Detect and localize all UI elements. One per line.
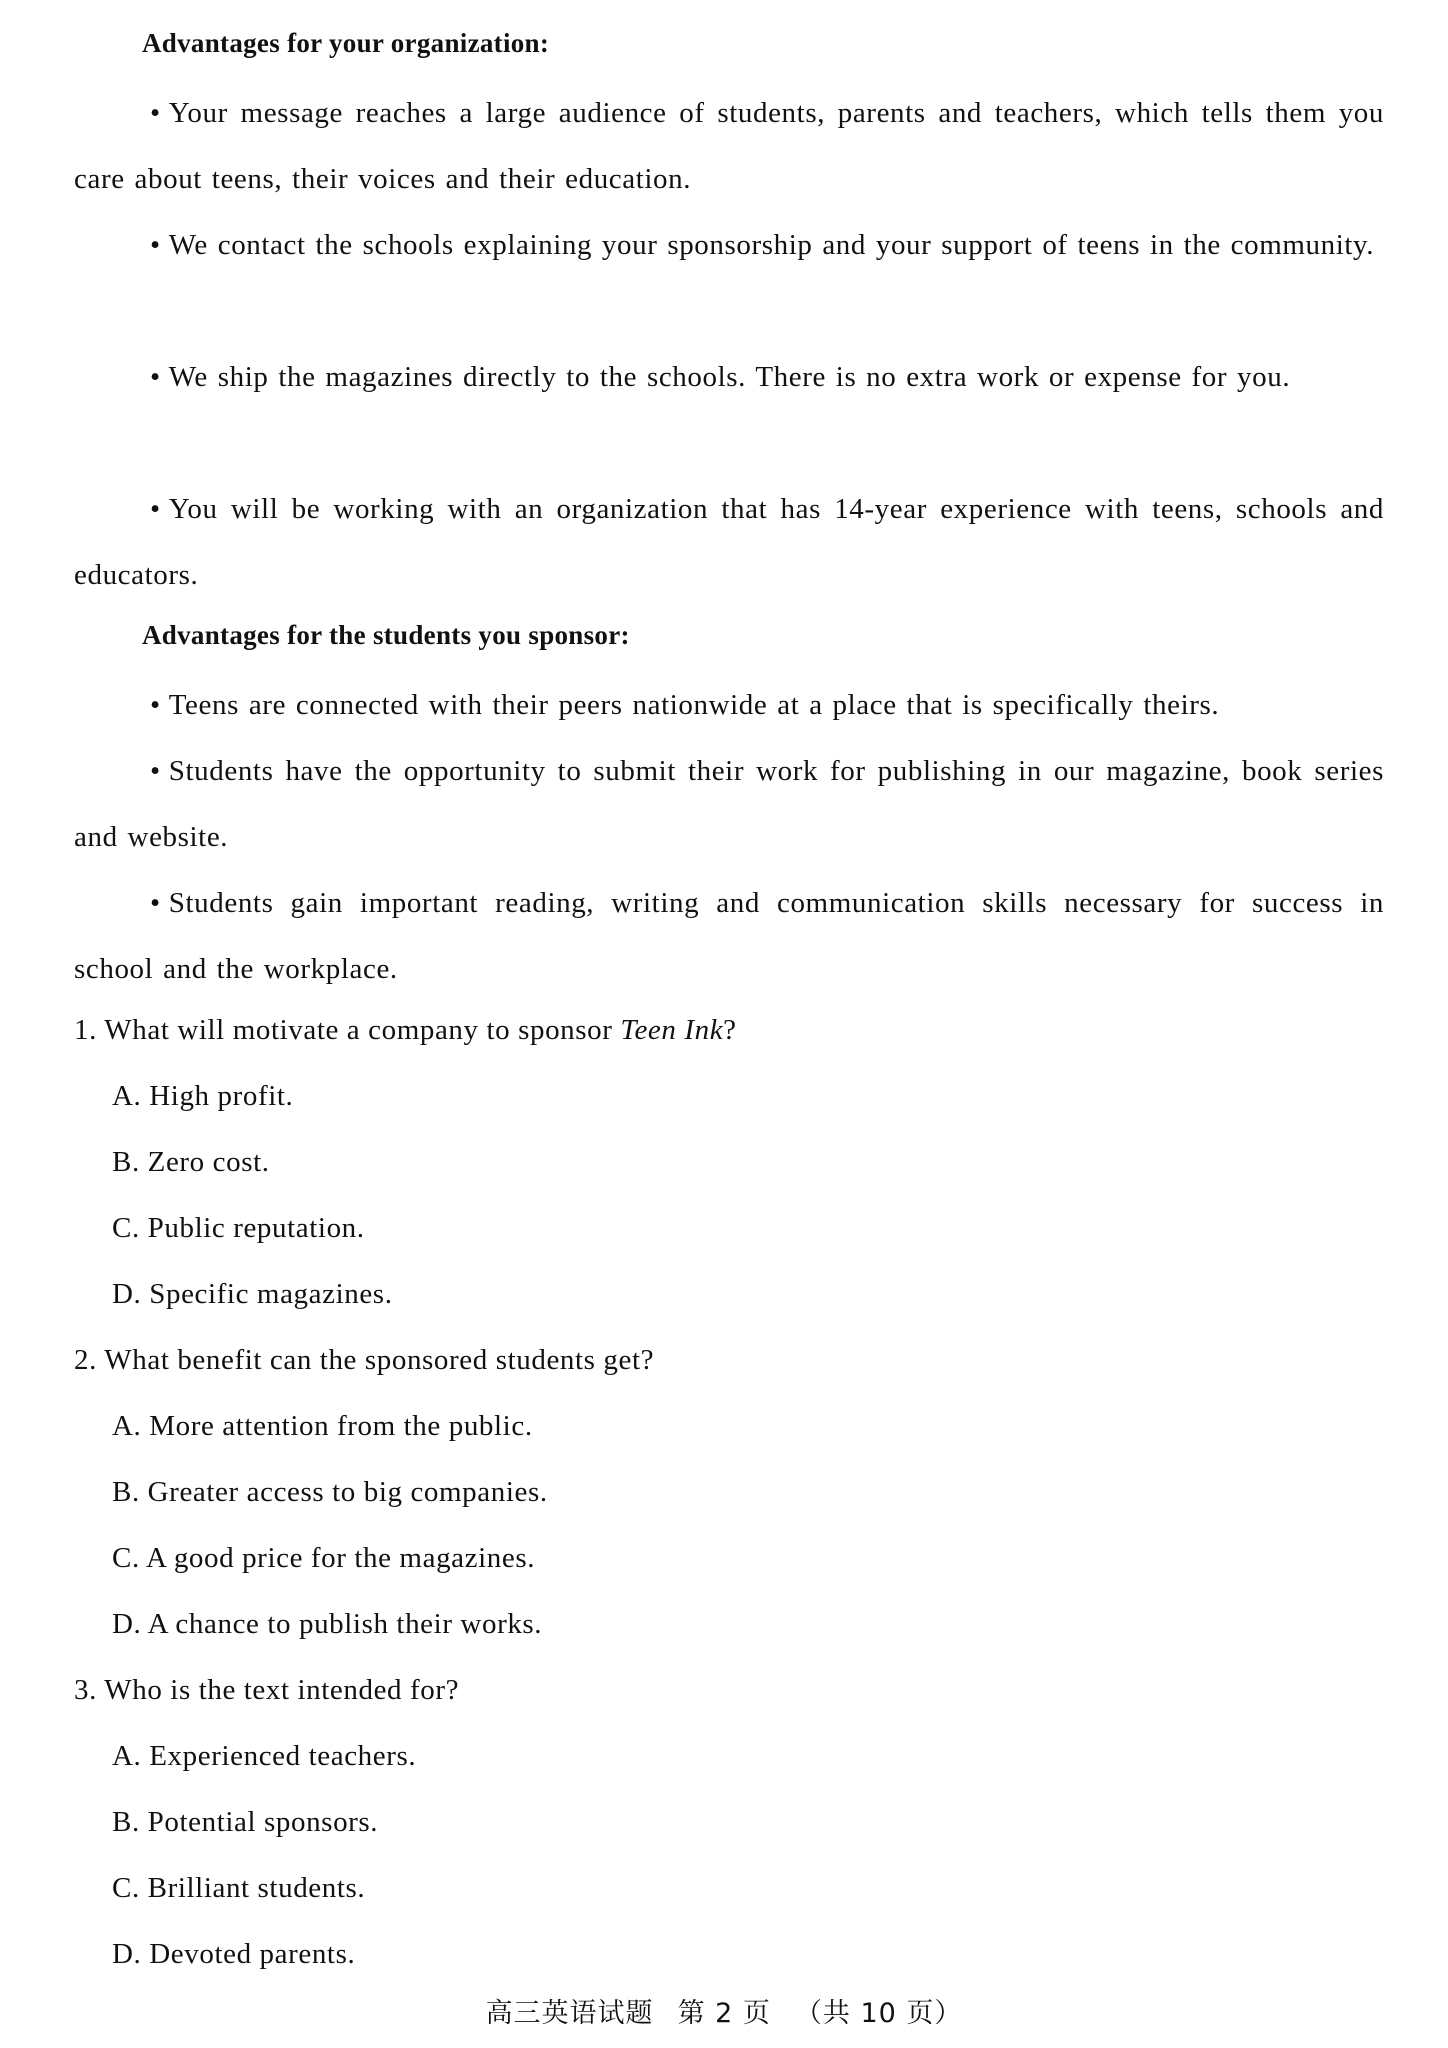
section-heading-organization: Advantages for your organization: [142, 28, 550, 58]
option-2a: A. More attention from the public. [112, 1410, 533, 1442]
option-1b: B. Zero cost. [112, 1146, 270, 1178]
question-suffix: ? [723, 1014, 737, 1046]
footer-page-number: 第 2 页 [677, 1998, 771, 2029]
bullet-paragraph [74, 476, 1384, 608]
question-2 [74, 1344, 654, 1377]
bullet-icon: • [150, 755, 161, 787]
question-3 [74, 1674, 459, 1707]
option-3a: A. Experienced teachers. [112, 1740, 417, 1772]
question-text: 3. Who is the text intended for? [74, 1674, 460, 1706]
bullet-text: You will be working with an organization that has 14-year experience with teens, schools and educators. [74, 493, 1384, 591]
question-italic-title: Teen Ink [620, 1014, 724, 1046]
question-text: 1. What will motivate a company to sponsor [74, 1014, 621, 1046]
option-2d: D. A chance to publish their works. [112, 1608, 543, 1640]
option-3c: C. Brilliant students. [112, 1872, 366, 1904]
bullet-text: Students gain important reading, writing and communication skills necessary for success in school and the workplace. [74, 887, 1384, 985]
option-2b: B. Greater access to big companies. [112, 1476, 548, 1508]
option-3b: B. Potential sponsors. [112, 1806, 379, 1838]
question-text: 2. What benefit can the sponsored students get? [74, 1344, 655, 1376]
option-1a: A. High profit. [112, 1080, 294, 1112]
bullet-text: We contact the schools explaining your sponsorship and your support of teens in the community. [168, 229, 1375, 261]
bullet-paragraph [74, 344, 1384, 410]
option-1d: D. Specific magazines. [112, 1278, 393, 1310]
bullet-icon: • [150, 493, 161, 525]
bullet-paragraph [74, 738, 1384, 870]
bullet-text: Teens are connected with their peers nationwide at a place that is specifically theirs. [168, 689, 1220, 721]
footer-total-pages: （共 10 页） [794, 1998, 963, 2029]
bullet-text: Your message reaches a large audience of students, parents and teachers, which tells them you care about teens, their voices and their education. [74, 97, 1384, 195]
page-footer [0, 1991, 1448, 2030]
footer-subject: 高三英语试题 [485, 1998, 654, 2029]
bullet-icon: • [150, 689, 161, 721]
option-1c: C. Public reputation. [112, 1212, 365, 1244]
option-3d: D. Devoted parents. [112, 1938, 356, 1970]
bullet-icon: • [150, 97, 161, 129]
bullet-paragraph [74, 672, 1384, 738]
bullet-icon: • [150, 361, 161, 393]
bullet-icon: • [150, 229, 161, 261]
bullet-paragraph [74, 80, 1384, 212]
option-2c: C. A good price for the magazines. [112, 1542, 536, 1574]
bullet-paragraph [74, 212, 1384, 278]
section-heading-students: Advantages for the students you sponsor: [142, 620, 630, 650]
bullet-text: Students have the opportunity to submit their work for publishing in our magazine, book series and website. [74, 755, 1384, 853]
question-1 [74, 1014, 737, 1047]
bullet-text: We ship the magazines directly to the schools. There is no extra work or expense for you. [168, 361, 1291, 393]
bullet-icon: • [150, 887, 161, 919]
bullet-paragraph [74, 870, 1384, 1002]
